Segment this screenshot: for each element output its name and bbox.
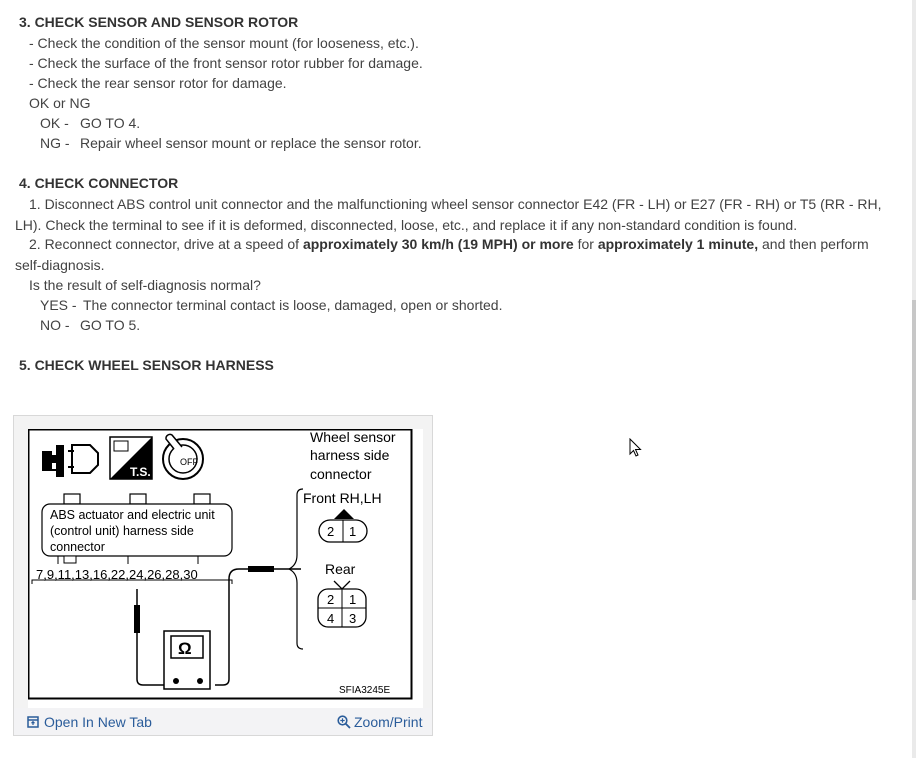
step4-paragraph-2: [15, 234, 895, 276]
step4-yes-option: [40, 295, 502, 315]
abs-pin-list: 7,9,11,13,16,22,24,26,28,30: [36, 567, 198, 582]
step3-item-1: - Check the condition of the sensor mount (for looseness, etc.).: [29, 35, 419, 51]
figure-toolbar: [14, 708, 432, 735]
abs-label-line-1: ABS actuator and electric unit: [50, 508, 215, 522]
zoom-print-link[interactable]: [337, 714, 422, 730]
abs-label-line-3: connector: [50, 540, 105, 554]
ts-label: T.S.: [130, 465, 151, 479]
p2-text-a: 2. Reconnect connector, drive at a speed of: [29, 236, 303, 252]
abs-label-line-2: (control unit) harness side: [50, 524, 194, 538]
step3-ng-option: [40, 133, 422, 153]
zoom-icon: [337, 715, 351, 729]
step3-prompt: OK or NG: [29, 95, 91, 111]
p2-text-c: for: [573, 236, 598, 252]
rear-pin-3: 3: [349, 611, 357, 626]
step5-heading: 5. CHECK WHEEL SENSOR HARNESS: [19, 357, 274, 373]
wheel-label-line-3: connector: [310, 466, 372, 482]
ok-key: OK -: [40, 115, 69, 131]
wheel-label-line-1: Wheel sensor: [310, 429, 396, 445]
rear-label: Rear: [325, 561, 356, 577]
ohm-symbol: Ω: [178, 639, 192, 658]
step4-paragraph-1: 1. Disconnect ABS control unit connector and the malfunctioning wheel sensor connector E42 (FR - LH) or E27 (FR - RH) or T5 (RR - RH, LH). Check the terminal to see if it is deformed, disconnected, loose, etc., and replace it if any non-standard condition is found.: [15, 196, 882, 233]
scrollbar-thumb[interactable]: [912, 300, 916, 600]
step4-question: Is the result of self-diagnosis normal?: [29, 277, 261, 293]
front-pin-2: 2: [327, 524, 335, 539]
front-pin-1: 1: [349, 524, 357, 539]
front-label: Front RH,LH: [303, 490, 382, 506]
step4-no-option: [40, 315, 140, 335]
vertical-scrollbar[interactable]: [912, 0, 916, 758]
step3-item-3: - Check the rear sensor rotor for damage.: [29, 75, 287, 91]
p2-text-e: and then perform self-diagnosis.: [15, 236, 869, 273]
ng-text: Repair wheel sensor mount or replace the sensor rotor.: [80, 135, 422, 151]
figure-code: SFIA3245E: [339, 685, 391, 696]
wiring-diagram[interactable]: [28, 429, 423, 709]
rear-pin-4: 4: [327, 611, 335, 626]
figure-container: [13, 415, 433, 736]
ok-text: GO TO 4.: [80, 115, 141, 131]
open-in-new-tab-link[interactable]: [27, 714, 152, 730]
test-tool-icon: [110, 437, 152, 479]
step3-heading: 3. CHECK SENSOR AND SENSOR ROTOR: [19, 14, 299, 30]
step3-ok-option: [40, 113, 140, 133]
no-text: GO TO 5.: [80, 317, 141, 333]
rear-pin-2: 2: [327, 592, 335, 607]
ng-key: NG -: [40, 135, 70, 151]
step3-item-2: - Check the surface of the front sensor rotor rubber for damage.: [29, 55, 423, 71]
ohmmeter-icon: [164, 631, 210, 689]
rear-pin-1: 1: [349, 592, 357, 607]
yes-text: The connector terminal contact is loose, damaged, open or shorted.: [83, 297, 503, 313]
mouse-cursor-icon: [629, 438, 643, 458]
open-tab-icon: [27, 716, 39, 728]
off-label: OFF: [180, 457, 198, 467]
zoom-print-label: Zoom/Print: [354, 714, 423, 730]
yes-key: YES -: [40, 297, 77, 313]
p2-bold-speed: approximately 30 km/h (19 MPH) or more: [302, 236, 574, 252]
step4-heading: 4. CHECK CONNECTOR: [19, 175, 179, 191]
no-key: NO -: [40, 317, 70, 333]
wheel-label-line-2: harness side: [310, 447, 390, 463]
open-in-new-tab-label: Open In New Tab: [44, 714, 152, 730]
p2-bold-duration: approximately 1 minute,: [597, 236, 759, 252]
